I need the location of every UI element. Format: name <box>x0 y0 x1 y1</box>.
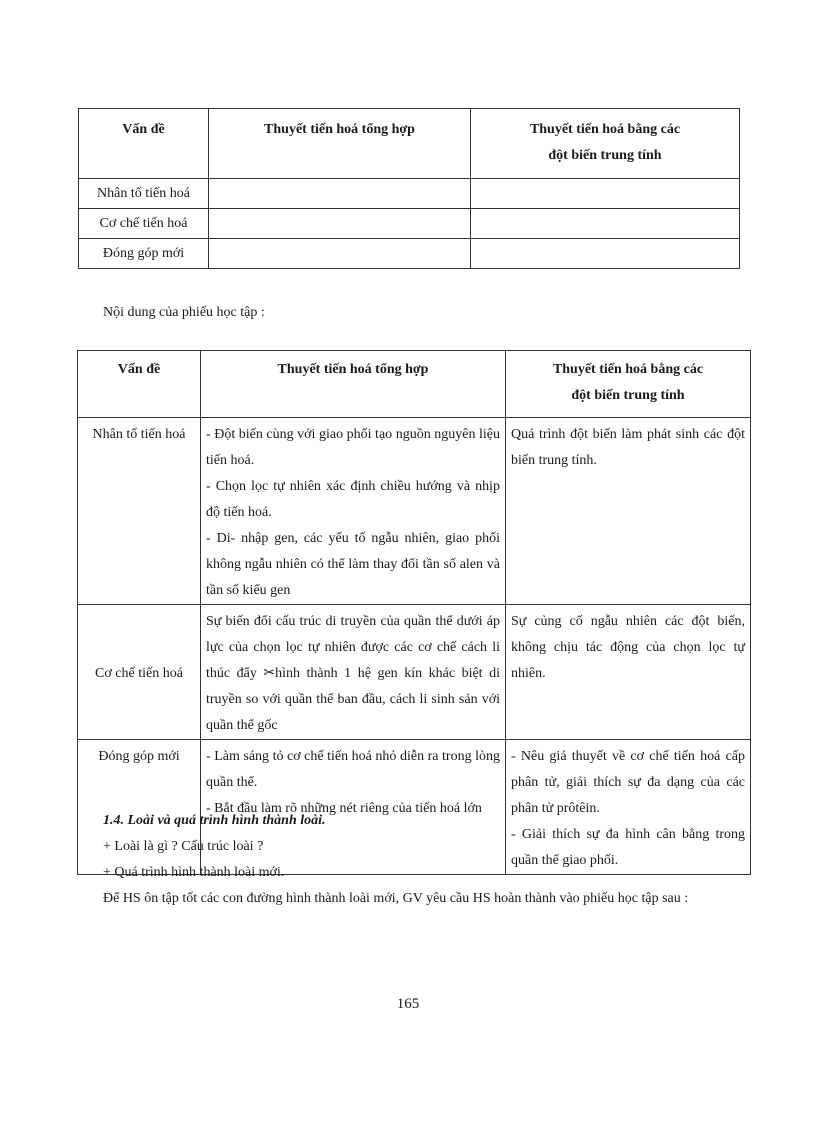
header-synthetic-theory: Thuyết tiến hoá tổng hợp <box>201 351 506 418</box>
row-label: Nhân tố tiến hoá <box>78 418 201 605</box>
cell-line: - Chọn lọc tự nhiên xác định chiều hướng và nhịp độ tiến hoá. <box>206 479 500 520</box>
table-cell <box>471 239 740 269</box>
row-label: Cơ chế tiến hoá <box>79 209 209 239</box>
row-label: Nhân tố tiến hoá <box>79 179 209 209</box>
cell-line: - Làm sáng tỏ cơ chế tiến hoá nhỏ diễn ra trong lòng quần thể. <box>206 749 500 790</box>
page-number: 165 <box>396 996 420 1012</box>
synthetic-theory-cell <box>201 418 506 605</box>
neutral-theory-cell <box>506 418 751 605</box>
cell-line: Quá trình đột biến làm phát sinh các đột biến trung tính. <box>511 427 745 468</box>
header-neutral-theory <box>506 351 751 418</box>
table-cell <box>209 209 471 239</box>
cell-line: - Đột biến cùng với giao phối tạo nguồn nguyên liệu tiến hoá. <box>206 427 500 468</box>
table-cell <box>471 179 740 209</box>
cell-line: - Di- nhập gen, các yếu tố ngẫu nhiên, giao phối không ngẫu nhiên có thể làm thay đổi tần số alen và tần số kiểu gen <box>206 531 500 598</box>
cell-line: - Nêu giả thuyết về cơ chế tiến hoá cấp phân tử, giải thích sự đa dạng của các phân tử prôtêin. <box>511 749 745 816</box>
table-cell <box>471 209 740 239</box>
table-header-row <box>78 351 751 418</box>
header-issue: Vấn đề <box>79 109 209 179</box>
row-label: Đóng góp mới <box>79 239 209 269</box>
table-row <box>79 239 740 269</box>
cell-line: Sự củng cố ngẫu nhiên các đột biến, không chịu tác động của chọn lọc tự nhiên. <box>511 614 745 681</box>
header-neutral-text: Thuyết tiến hoá bằng các đột biến trung tính <box>552 362 704 403</box>
header-issue: Vấn đề <box>78 351 201 418</box>
cell-line: - Bắt đầu làm rõ những nét riêng của tiến hoá lớn <box>206 801 482 816</box>
section-line: + Loài là gì ? Cấu trúc loài ? <box>103 839 264 854</box>
section-line: + Quá trình hình thành loài mới. <box>103 865 285 880</box>
section-heading: 1.4. Loài và quá trình hình thành loài. <box>103 813 326 828</box>
cell-line: Sự biến đổi cấu trúc di truyền của quần thể dưới áp lực của chọn lọc tự nhiên được các cơ chế cách li thúc đẩy ✂hình thành 1 hệ gen kín khác biệt di truyền so với quần thể ban đầu, cách li sinh sản với quần thể gốc <box>206 614 500 733</box>
neutral-theory-cell <box>506 605 751 740</box>
table-cell <box>209 179 471 209</box>
filled-worksheet-table <box>77 350 751 875</box>
table-row <box>79 179 740 209</box>
header-neutral-text: Thuyết tiến hoá bằng các đột biến trung tính <box>529 122 681 163</box>
header-neutral-theory <box>471 109 740 179</box>
row-label: Cơ chế tiến hoá <box>78 605 201 740</box>
row-label: Đóng góp mới <box>78 740 201 875</box>
table-row <box>79 209 740 239</box>
synthetic-theory-cell <box>201 605 506 740</box>
cell-line: - Giải thích sự đa hình cân bằng trong quần thể giao phối. <box>511 827 745 868</box>
empty-worksheet-table <box>78 108 740 269</box>
section-line: Để HS ôn tập tốt các con đường hình thành loài mới, GV yêu cầu HS hoàn thành vào phiếu học tập sau : <box>103 891 689 906</box>
table-row <box>78 605 751 740</box>
table-row <box>78 418 751 605</box>
section-species <box>103 808 688 912</box>
worksheet-caption: Nội dung của phiếu học tập : <box>103 305 265 320</box>
table-header-row <box>79 109 740 179</box>
table-cell <box>209 239 471 269</box>
header-synthetic-theory: Thuyết tiến hoá tổng hợp <box>209 109 471 179</box>
